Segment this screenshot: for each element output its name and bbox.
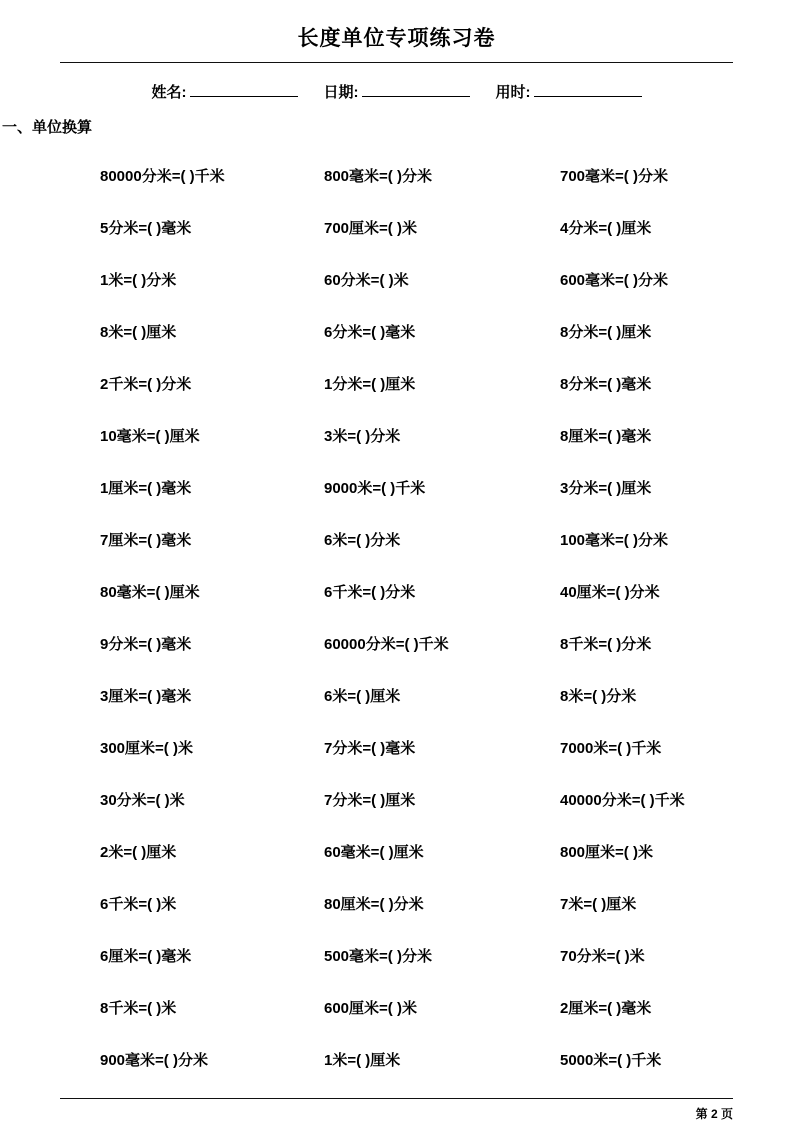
title-divider <box>60 62 733 63</box>
problem-item: 8米=( )分米 <box>560 687 637 705</box>
problem-item: 7000米=( )千米 <box>560 739 662 757</box>
problem-item: 100毫米=( )分米 <box>560 531 668 549</box>
page-footer <box>60 1098 733 1122</box>
problem-item: 8米=( )厘米 <box>100 323 177 341</box>
problem-item: 300厘米=( )米 <box>100 739 193 757</box>
worksheet-page <box>0 22 793 1144</box>
problem-item: 700毫米=( )分米 <box>560 167 668 185</box>
problem-item: 80厘米=( )分米 <box>324 895 424 913</box>
time-blank[interactable] <box>534 96 642 97</box>
problem-item: 2厘米=( )毫米 <box>560 999 652 1017</box>
date-blank[interactable] <box>362 96 470 97</box>
problem-item: 8分米=( )厘米 <box>560 323 652 341</box>
problem-item: 8千米=( )米 <box>100 999 177 1017</box>
problem-item: 80000分米=( )千米 <box>100 167 225 185</box>
problem-item: 70分米=( )米 <box>560 947 645 965</box>
time-label: 用时: <box>495 84 531 101</box>
date-field <box>324 81 470 102</box>
name-blank[interactable] <box>190 96 298 97</box>
problem-item: 8厘米=( )毫米 <box>560 427 652 445</box>
footer-divider <box>60 1098 733 1099</box>
page-number: 第 2 页 <box>695 1107 733 1121</box>
problem-item: 6厘米=( )毫米 <box>100 947 192 965</box>
problem-item: 5000米=( )千米 <box>560 1051 662 1069</box>
problem-grid <box>82 149 733 1085</box>
problem-item: 1厘米=( )毫米 <box>100 479 192 497</box>
problem-item: 40000分米=( )千米 <box>560 791 685 809</box>
problem-item: 9000米=( )千米 <box>324 479 426 497</box>
problem-item: 3分米=( )厘米 <box>560 479 652 497</box>
problem-item: 9分米=( )毫米 <box>100 635 192 653</box>
section-heading: 一、单位换算 <box>2 119 93 136</box>
problem-item: 6千米=( )米 <box>100 895 177 913</box>
problem-item: 8千米=( )分米 <box>560 635 652 653</box>
problem-item: 2米=( )厘米 <box>100 843 177 861</box>
problem-item: 3米=( )分米 <box>324 427 401 445</box>
problem-item: 800毫米=( )分米 <box>324 167 432 185</box>
problem-item: 6分米=( )毫米 <box>324 323 416 341</box>
problem-item: 600厘米=( )米 <box>324 999 417 1017</box>
problem-item: 6米=( )厘米 <box>324 687 401 705</box>
problem-item: 700厘米=( )米 <box>324 219 417 237</box>
problem-item: 4分米=( )厘米 <box>560 219 652 237</box>
problem-item: 500毫米=( )分米 <box>324 947 432 965</box>
page-title: 长度单位专项练习卷 <box>297 27 496 50</box>
problem-item: 8分米=( )毫米 <box>560 375 652 393</box>
problem-item: 800厘米=( )米 <box>560 843 653 861</box>
problem-item: 10毫米=( )厘米 <box>100 427 200 445</box>
problem-item: 6千米=( )分米 <box>324 583 416 601</box>
problem-item: 1分米=( )厘米 <box>324 375 416 393</box>
meta-row <box>60 81 733 102</box>
problem-item: 80毫米=( )厘米 <box>100 583 200 601</box>
problem-item: 2千米=( )分米 <box>100 375 192 393</box>
problem-item: 1米=( )厘米 <box>324 1051 401 1069</box>
problem-item: 7分米=( )毫米 <box>324 739 416 757</box>
problem-item: 40厘米=( )分米 <box>560 583 660 601</box>
problem-item: 600毫米=( )分米 <box>560 271 668 289</box>
problem-item: 3厘米=( )毫米 <box>100 687 192 705</box>
problem-item: 1米=( )分米 <box>100 271 177 289</box>
problem-item: 30分米=( )米 <box>100 791 185 809</box>
date-label: 日期: <box>323 84 359 101</box>
problem-item: 7米=( )厘米 <box>560 895 637 913</box>
problem-item: 7厘米=( )毫米 <box>100 531 192 549</box>
name-field <box>152 81 298 102</box>
problem-item: 5分米=( )毫米 <box>100 219 192 237</box>
time-field <box>496 81 642 102</box>
problem-item: 60分米=( )米 <box>324 271 409 289</box>
problem-item: 6米=( )分米 <box>324 531 401 549</box>
name-label: 姓名: <box>151 84 187 101</box>
problem-item: 7分米=( )厘米 <box>324 791 416 809</box>
problem-item: 60000分米=( )千米 <box>324 635 449 653</box>
problem-item: 900毫米=( )分米 <box>100 1051 208 1069</box>
problem-item: 60毫米=( )厘米 <box>324 843 424 861</box>
